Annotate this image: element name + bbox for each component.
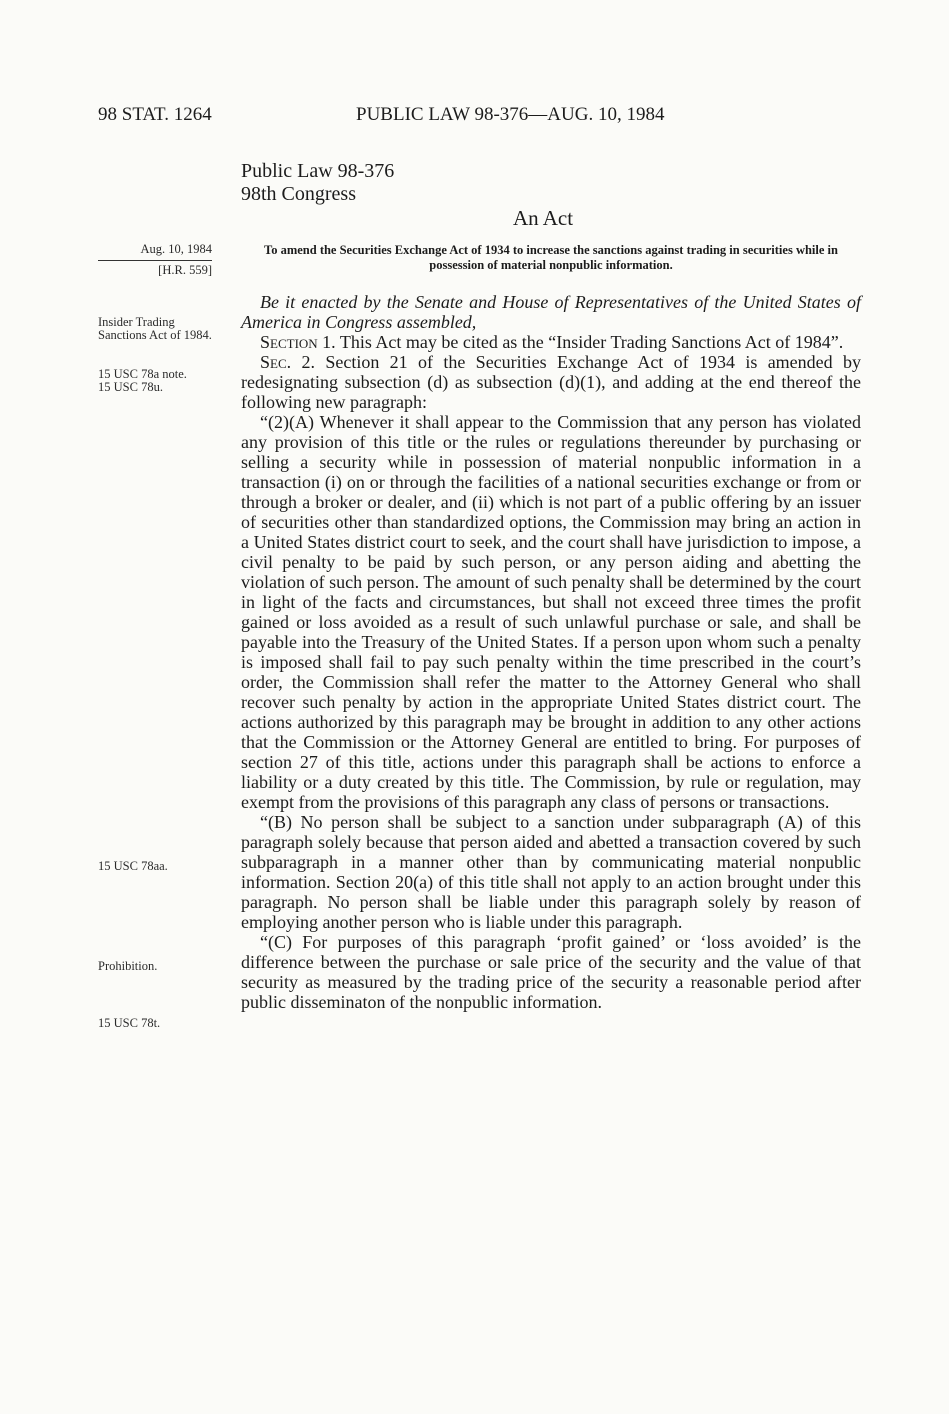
margin-note-78u: 15 USC 78u. [98, 380, 163, 394]
margin-bill-number: [H.R. 559] [158, 262, 212, 277]
running-title: PUBLIC LAW 98-376—AUG. 10, 1984 [356, 104, 665, 125]
margin-note-78t: 15 USC 78t. [98, 1016, 161, 1030]
an-act-heading: An Act [513, 206, 574, 230]
section-1 [241, 332, 861, 352]
margin-note-prohibition: Prohibition. [98, 959, 158, 973]
paragraph-2b: “(B) No person shall be subject to a sanction under subparagraph (A) of this paragraph solely because that person aided and abetted a transaction covered by such subparagraph in a manner other than by communicating material nonpublic information. Section 20(a) of this title shall not apply to an action brought under this paragraph. No person shall be liable under this paragraph solely by reason of employing another person who is liable under this paragraph. [241, 812, 861, 932]
section-2-text: Section 21 of the Securities Exchange Act of 1934 is amended by redesignating subsection (d) as subsection (d)(1), and adding at the end thereof the following new paragraph: [241, 352, 862, 412]
margin-rule [98, 260, 212, 261]
law-number: Public Law 98-376 [241, 160, 395, 182]
section-2 [241, 352, 861, 412]
page-header [98, 104, 758, 132]
margin-note-short-title: Insider Trading Sanctions Act of 1984. [98, 315, 212, 342]
paragraph-2c: “(C) For purposes of this paragraph ‘profit gained’ or ‘loss avoided’ is the difference between the purchase or sale price of the security and the value of that security as measured by the trading price of the security a reasonable period after public disseminaton of the nonpublic information. [241, 932, 861, 1012]
section-1-label: Section 1. [260, 332, 336, 352]
margin-note-78aa: 15 USC 78aa. [98, 859, 168, 873]
page-reference: 98 STAT. 1264 [98, 104, 212, 125]
act-body [241, 292, 861, 1012]
margin-date: Aug. 10, 1984 [140, 242, 212, 256]
margin-note-78a: 15 USC 78a note. [98, 367, 187, 381]
law-title-block [241, 160, 394, 206]
margin-date-block [98, 243, 212, 276]
congress-number: 98th Congress [241, 183, 356, 205]
section-2-label: Sec. 2. [260, 352, 315, 372]
act-synopsis: To amend the Securities Exchange Act of 1934 to increase the sanctions against trading in securities while in possession of material nonpublic information. [264, 243, 838, 272]
section-1-text: This Act may be cited as the “Insider Trading Sanctions Act of 1984”. [339, 332, 844, 352]
enacting-clause: Be it enacted by the Senate and House of Representatives of the United States of America in Congress assembled, [241, 292, 861, 332]
paragraph-2a: “(2)(A) Whenever it shall appear to the Commission that any person has violated any provision of this title or the rules or regulations thereunder by purchasing or selling a security while in possession of material nonpublic information in a transaction (i) on or through the facilities of a national securities exchange or from or through a broker or dealer, and (ii) which is not part of a public offering by an issuer of securities other than standardized options, the Commission may bring an action in a United States district court to seek, and the court shall have jurisdiction to impose, a civil penalty to be paid by such person, or any person aiding and abetting the violation of such person. The amount of such penalty shall be determined by the court in light of the facts and circumstances, but shall not exceed three times the profit gained or loss avoided as a result of such unlawful purchase or sale, and shall be payable into the Treasury of the United States. If a person upon whom such a penalty is imposed shall fail to pay such penalty within the time prescribed in the court’s order, the Commission shall refer the matter to the Attorney General who shall recover such penalty by action in the appropriate United States district court. The actions authorized by this paragraph may be brought in addition to any other actions that the Commission or the Attorney General are entitled to bring. For purposes of section 27 of this title, actions under this paragraph shall be actions to enforce a liability or a duty created by this title. The Commission, by rule or regulation, may exempt from the provisions of this paragraph any class of persons or transactions. [241, 412, 861, 812]
